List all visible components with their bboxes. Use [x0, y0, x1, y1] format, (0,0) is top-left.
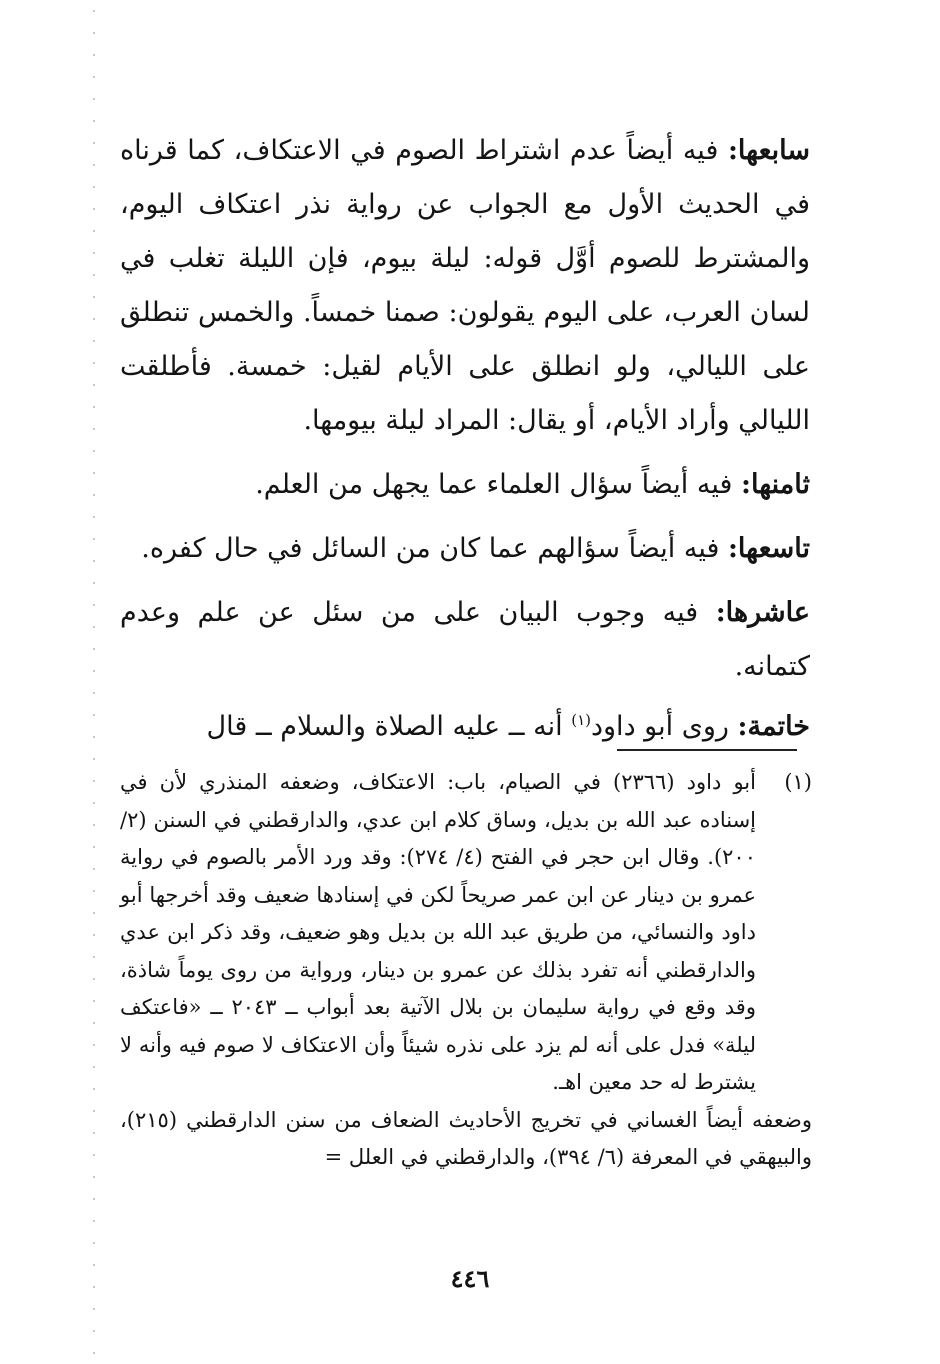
footnote-continuation: وضعفه أيضاً الغساني في تخريج الأحاديث الضعاف من سنن الدارقطني (٢١٥)، والبيهقي في المعرفة (٦/ ٣٩٤)، والدارقطني في العلل = — [120, 1107, 812, 1169]
paragraph-text: فيه أيضاً عدم اشتراط الصوم في الاعتكاف، كما قرناه في الحديث الأول مع الجواب عن رواية نذر اعتكاف اليوم، والمشترط للصوم أوَّل قوله: ليلة بيوم، فإن الليلة تغلب في لسان العرب، على اليوم يقولون: صمنا خمساً. والخمس تنطلق على الليالي، ولو انطلق على الأيام لقيل: خمسة. فأطلقت الليالي وأراد الأيام، أو يقال: المراد ليلة بيومها. — [120, 135, 810, 436]
paragraph-text: فيه أيضاً سؤال العلماء عما يجهل من العلم. — [255, 469, 741, 500]
paragraph-text: روى أبو داود — [591, 711, 738, 742]
paragraph-lead: سابعها: — [727, 135, 810, 166]
paragraph-lead: تاسعها: — [727, 533, 810, 564]
paragraph-lead: ثامنها: — [741, 469, 810, 500]
footnote-text: أبو داود (٢٣٦٦) في الصيام، باب: الاعتكاف، وضعفه المنذري لأن في إسناده عبد الله بن بديل، وساق كلام ابن عدي، والدارقطني في السنن (٢/ ٢٠٠). وقال ابن حجر في الفتح (٤/ ٢٧٤): وقد ورد الأمر بالصوم في رواية عمرو بن دينار عن ابن عمر صريحاً لكن في إسنادها ضعيف وقد أخرجها أبو داود والنسائي، من طريق عبد الله بن بديل وهو ضعيف، وقد ذكر ابن عدي والدارقطني أنه تفرد بذلك عن عمرو بن دينار، ورواية من روى يوماً شاذة، وقد وقع في رواية سليمان بن بلال الآتية بعد أبواب ــ ٢٠٤٣ ــ «فاعتكف ليلة» فدل على أنه لم يزد على نذره شيئاً وأن الاعتكاف لا صوم فيه وأنه لا يشترط له حد معين اهـ. — [120, 770, 756, 1094]
paragraph-text: فيه وجوب البيان على من سئل عن علم وعدم كتمانه. — [120, 597, 810, 682]
paragraph-seventh — [120, 124, 810, 448]
footnote-reference: (١) — [571, 711, 591, 729]
footnote-item — [120, 764, 812, 1102]
paragraph-ninth — [120, 522, 810, 576]
main-text — [120, 124, 810, 754]
paragraph-lead: خاتمة: — [737, 711, 810, 742]
scan-margin-dots — [93, 0, 95, 1364]
page-number: ٤٤٦ — [450, 1264, 490, 1293]
footnote-number: (١) — [784, 770, 812, 794]
paragraph-tenth — [120, 586, 810, 694]
paragraph-eighth — [120, 458, 810, 512]
paragraph-text: فيه أيضاً سؤالهم عما كان من السائل في حال كفره. — [141, 533, 728, 564]
footnote-separator — [617, 749, 797, 751]
paragraph-conclusion — [120, 700, 810, 754]
footnotes — [120, 764, 812, 1177]
paragraph-text: أنه ــ عليه الصلاة والسلام ــ قال — [206, 711, 572, 742]
paragraph-lead: عاشرها: — [715, 597, 810, 628]
